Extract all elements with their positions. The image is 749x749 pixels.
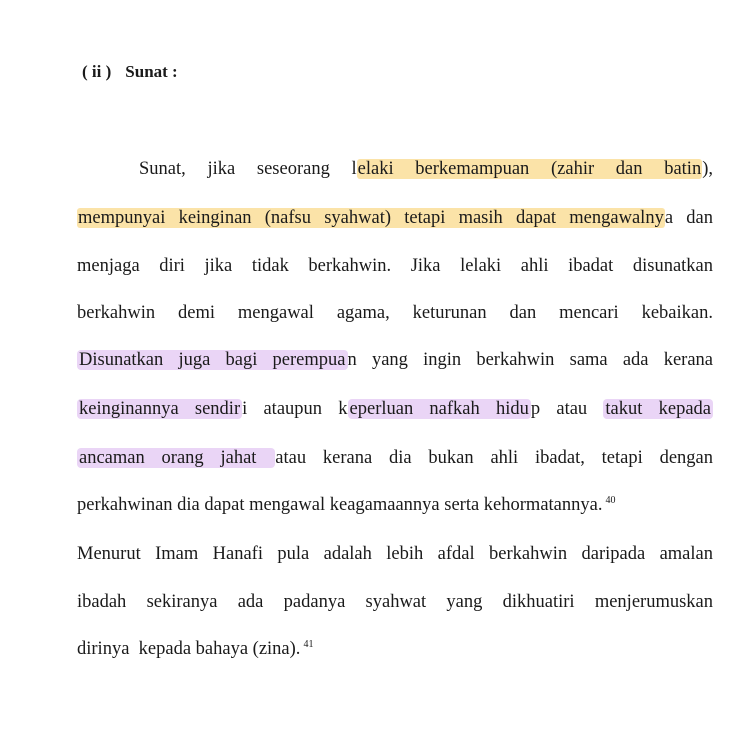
text-line-7 <box>77 446 713 470</box>
text-line-2 <box>77 206 713 230</box>
text-span: i ataupun k <box>242 399 348 419</box>
text-line-1 <box>139 157 713 181</box>
text-line-11 <box>77 637 313 661</box>
purple-highlight: takut kepada <box>605 399 712 419</box>
text-line-4: berkahwin demi mengawal agama, keturunan dan mencari kebaikan. <box>77 303 713 323</box>
text-span: p atau <box>530 399 604 419</box>
text-span: a dan <box>664 208 713 228</box>
text-line-10: ibadah sekiranya ada padanya syahwat yang dikhuatiri menjerumuskan <box>77 592 713 612</box>
text-span: perkahwinan dia dapat mengawal keagamaannya serta kehormatannya. <box>77 495 603 515</box>
text-line-5 <box>77 348 713 372</box>
purple-highlight: keinginannya sendir <box>79 399 241 419</box>
text-line-6 <box>77 397 713 421</box>
yellow-highlight: mempunyai keinginan (nafsu syahwat) tetapi masih dapat mengawalny <box>78 208 664 228</box>
text-span: dirinya kepada bahaya (zina). <box>77 639 301 659</box>
text-span: atau kerana dia bukan ahli ibadat, tetapi dengan <box>275 448 713 468</box>
section-heading <box>82 62 178 82</box>
text-span: ), <box>702 159 713 179</box>
text-span: n yang ingin berkahwin sama ada kerana <box>347 350 713 370</box>
text-span: Sunat, jika seseorang l <box>139 159 357 179</box>
text-line-3: menjaga diri jika tidak berkahwin. Jika lelaki ahli ibadat disunatkan <box>77 256 713 276</box>
text-line-8 <box>77 493 615 517</box>
purple-highlight: Disunatkan juga bagi perempua <box>79 350 346 370</box>
footnote-ref[interactable]: 41 <box>303 639 314 650</box>
section-number: ( ii ) <box>82 62 112 81</box>
text-line-9: Menurut Imam Hanafi pula adalah lebih afdal berkahwin daripada amalan <box>77 544 713 564</box>
yellow-highlight: elaki berkemampuan (zahir dan batin <box>357 159 702 179</box>
purple-highlight: ancaman orang jahat <box>79 448 274 468</box>
section-title: Sunat : <box>125 62 178 81</box>
purple-highlight: eperluan nafkah hidu <box>349 399 529 419</box>
footnote-ref[interactable]: 40 <box>605 495 616 506</box>
